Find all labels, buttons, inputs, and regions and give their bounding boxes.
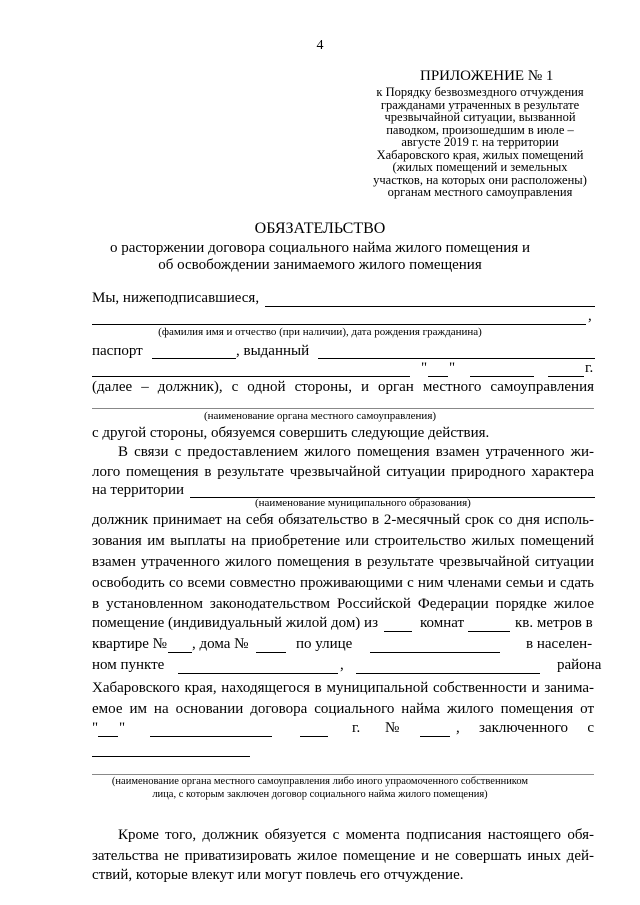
subtitle-line: о расторжении договора социального найма жилого помещения и	[109, 240, 530, 256]
issued-by-field[interactable]	[318, 358, 595, 359]
appendix-line: участков, на которых они расположены)	[373, 172, 587, 187]
quote-open: "	[421, 360, 428, 376]
caption-owner-1: (наименование органа местного самоуправления либо иного упраомоченного собственником	[111, 776, 529, 787]
paragraph-line: В связи с предоставлением жилого помещения взамен утраченного жи-	[118, 444, 594, 460]
appendix-line: (жилых помещений и земельных	[392, 160, 568, 174]
house-label: помещение (индивидуальный жилой дом) из	[92, 615, 379, 631]
contract-year-field[interactable]	[300, 736, 328, 737]
rooms-field[interactable]	[384, 631, 412, 632]
settlement-label: ном пункте	[92, 657, 165, 673]
final-line: зательства не приватизировать жилое помещение и не совершать иных дей-	[92, 848, 594, 864]
contract-no-field[interactable]	[420, 736, 450, 737]
passport-label: паспорт	[92, 343, 143, 359]
body-line: взамен утраченного жилого помещения в результате чрезвычайной ситуации	[92, 554, 594, 570]
sqm-field[interactable]	[468, 631, 510, 632]
quote-close-2: "	[119, 720, 126, 736]
district-label: района	[557, 657, 602, 673]
appendix-line: органам местного самоуправления	[387, 185, 573, 199]
apartment-label: квартире №	[92, 636, 167, 652]
caption-municipal: (наименование муниципального образования)	[255, 497, 471, 509]
appendix-line: паводком, произошедшим в июле –	[386, 122, 574, 137]
rooms-label: комнат	[420, 615, 465, 631]
contract-month-field[interactable]	[150, 736, 272, 737]
body-line: в установленном законодательством Российской Федерации порядке жилое	[92, 596, 594, 612]
appendix-title: ПРИЛОЖЕНИЕ № 1	[420, 68, 554, 84]
body-line: зования им выплаты на приобретение или строительство жилых помещений	[92, 533, 594, 549]
paragraph-line: лого помещения в результате чрезвычайной ситуации природного характера	[92, 464, 594, 480]
issued-label: , выданный	[236, 343, 310, 359]
settlement-comma: ,	[340, 657, 344, 673]
year-label: г.	[585, 360, 594, 376]
document-subtitle	[0, 240, 640, 274]
passport-number-field[interactable]	[152, 358, 236, 359]
comma: ,	[588, 308, 592, 324]
appendix-line: августе 2019 г. на территории	[401, 135, 559, 149]
caption-org: (наименование органа местного самоуправления)	[203, 410, 437, 422]
concluded-label: , заключенного с	[456, 720, 594, 736]
we-signed-label: Мы, нижеподписавшиеся,	[92, 290, 260, 306]
body-line: должник принимает на себя обязательство в 2-месячный срок со дня исполь-	[92, 512, 594, 528]
caption-fio: (фамилия имя и отчество (при наличии), дата рождения гражданина)	[158, 326, 482, 338]
settlement-field[interactable]	[178, 673, 338, 674]
signers-field[interactable]	[265, 306, 595, 307]
appendix-line: гражданами утраченных в результате	[380, 97, 580, 112]
other-side-text: с другой стороны, обязуемся совершить следующие действия.	[92, 425, 490, 441]
street-field[interactable]	[370, 652, 500, 653]
signers-field-2[interactable]	[92, 324, 586, 325]
final-line: Кроме того, должник обязуется с момента подписания настоящего обя-	[118, 827, 594, 843]
appendix-line: к Порядку безвозмездного отчуждения	[376, 85, 584, 99]
owner-field-2[interactable]	[92, 774, 594, 775]
contract-year-label: г.	[352, 720, 361, 736]
subtitle-line: об освобождении занимаемого жилого помещения	[158, 257, 482, 273]
region-line: Хабаровского края, находящегося в муниципальной собственности и занима-	[92, 680, 594, 696]
quote-open-2: "	[92, 720, 99, 736]
org-field[interactable]	[92, 408, 594, 409]
appendix-text	[355, 86, 605, 199]
contract-no-label: №	[385, 720, 400, 736]
house-no-label: , дома №	[192, 636, 249, 652]
territory-label: на территории	[92, 482, 185, 498]
page-number: 4	[316, 38, 324, 53]
house-no-field[interactable]	[256, 652, 286, 653]
document-title: ОБЯЗАТЕЛЬСТВО	[254, 220, 386, 237]
caption-owner-2: лица, с которым заключен договор социального найма жилого помещения)	[152, 789, 488, 800]
district-field[interactable]	[356, 673, 540, 674]
body-line: освободить со всеми совместно проживающими с ним членами семьи и сдать	[92, 575, 594, 591]
street-label: по улице	[296, 636, 353, 652]
quote-close: "	[449, 360, 456, 376]
debtor-line: (далее – должник), с одной стороны, и орган местного самоуправления	[92, 379, 594, 395]
owner-field[interactable]	[92, 756, 250, 757]
apartment-field[interactable]	[168, 652, 192, 653]
contract-day-field[interactable]	[98, 736, 118, 737]
appendix-line: Хабаровского края, жилых помещений	[376, 147, 584, 162]
in-label: в населен-	[526, 636, 593, 652]
region-line: емое им на основании договора социального найма жилого помещения от	[92, 701, 594, 717]
appendix-line: чрезвычайной ситуации, вызванной	[384, 110, 576, 124]
sqm-label: кв. метров в	[515, 615, 593, 631]
final-line: ствий, которые влекут или могут повлечь его отчуждение.	[92, 867, 464, 883]
